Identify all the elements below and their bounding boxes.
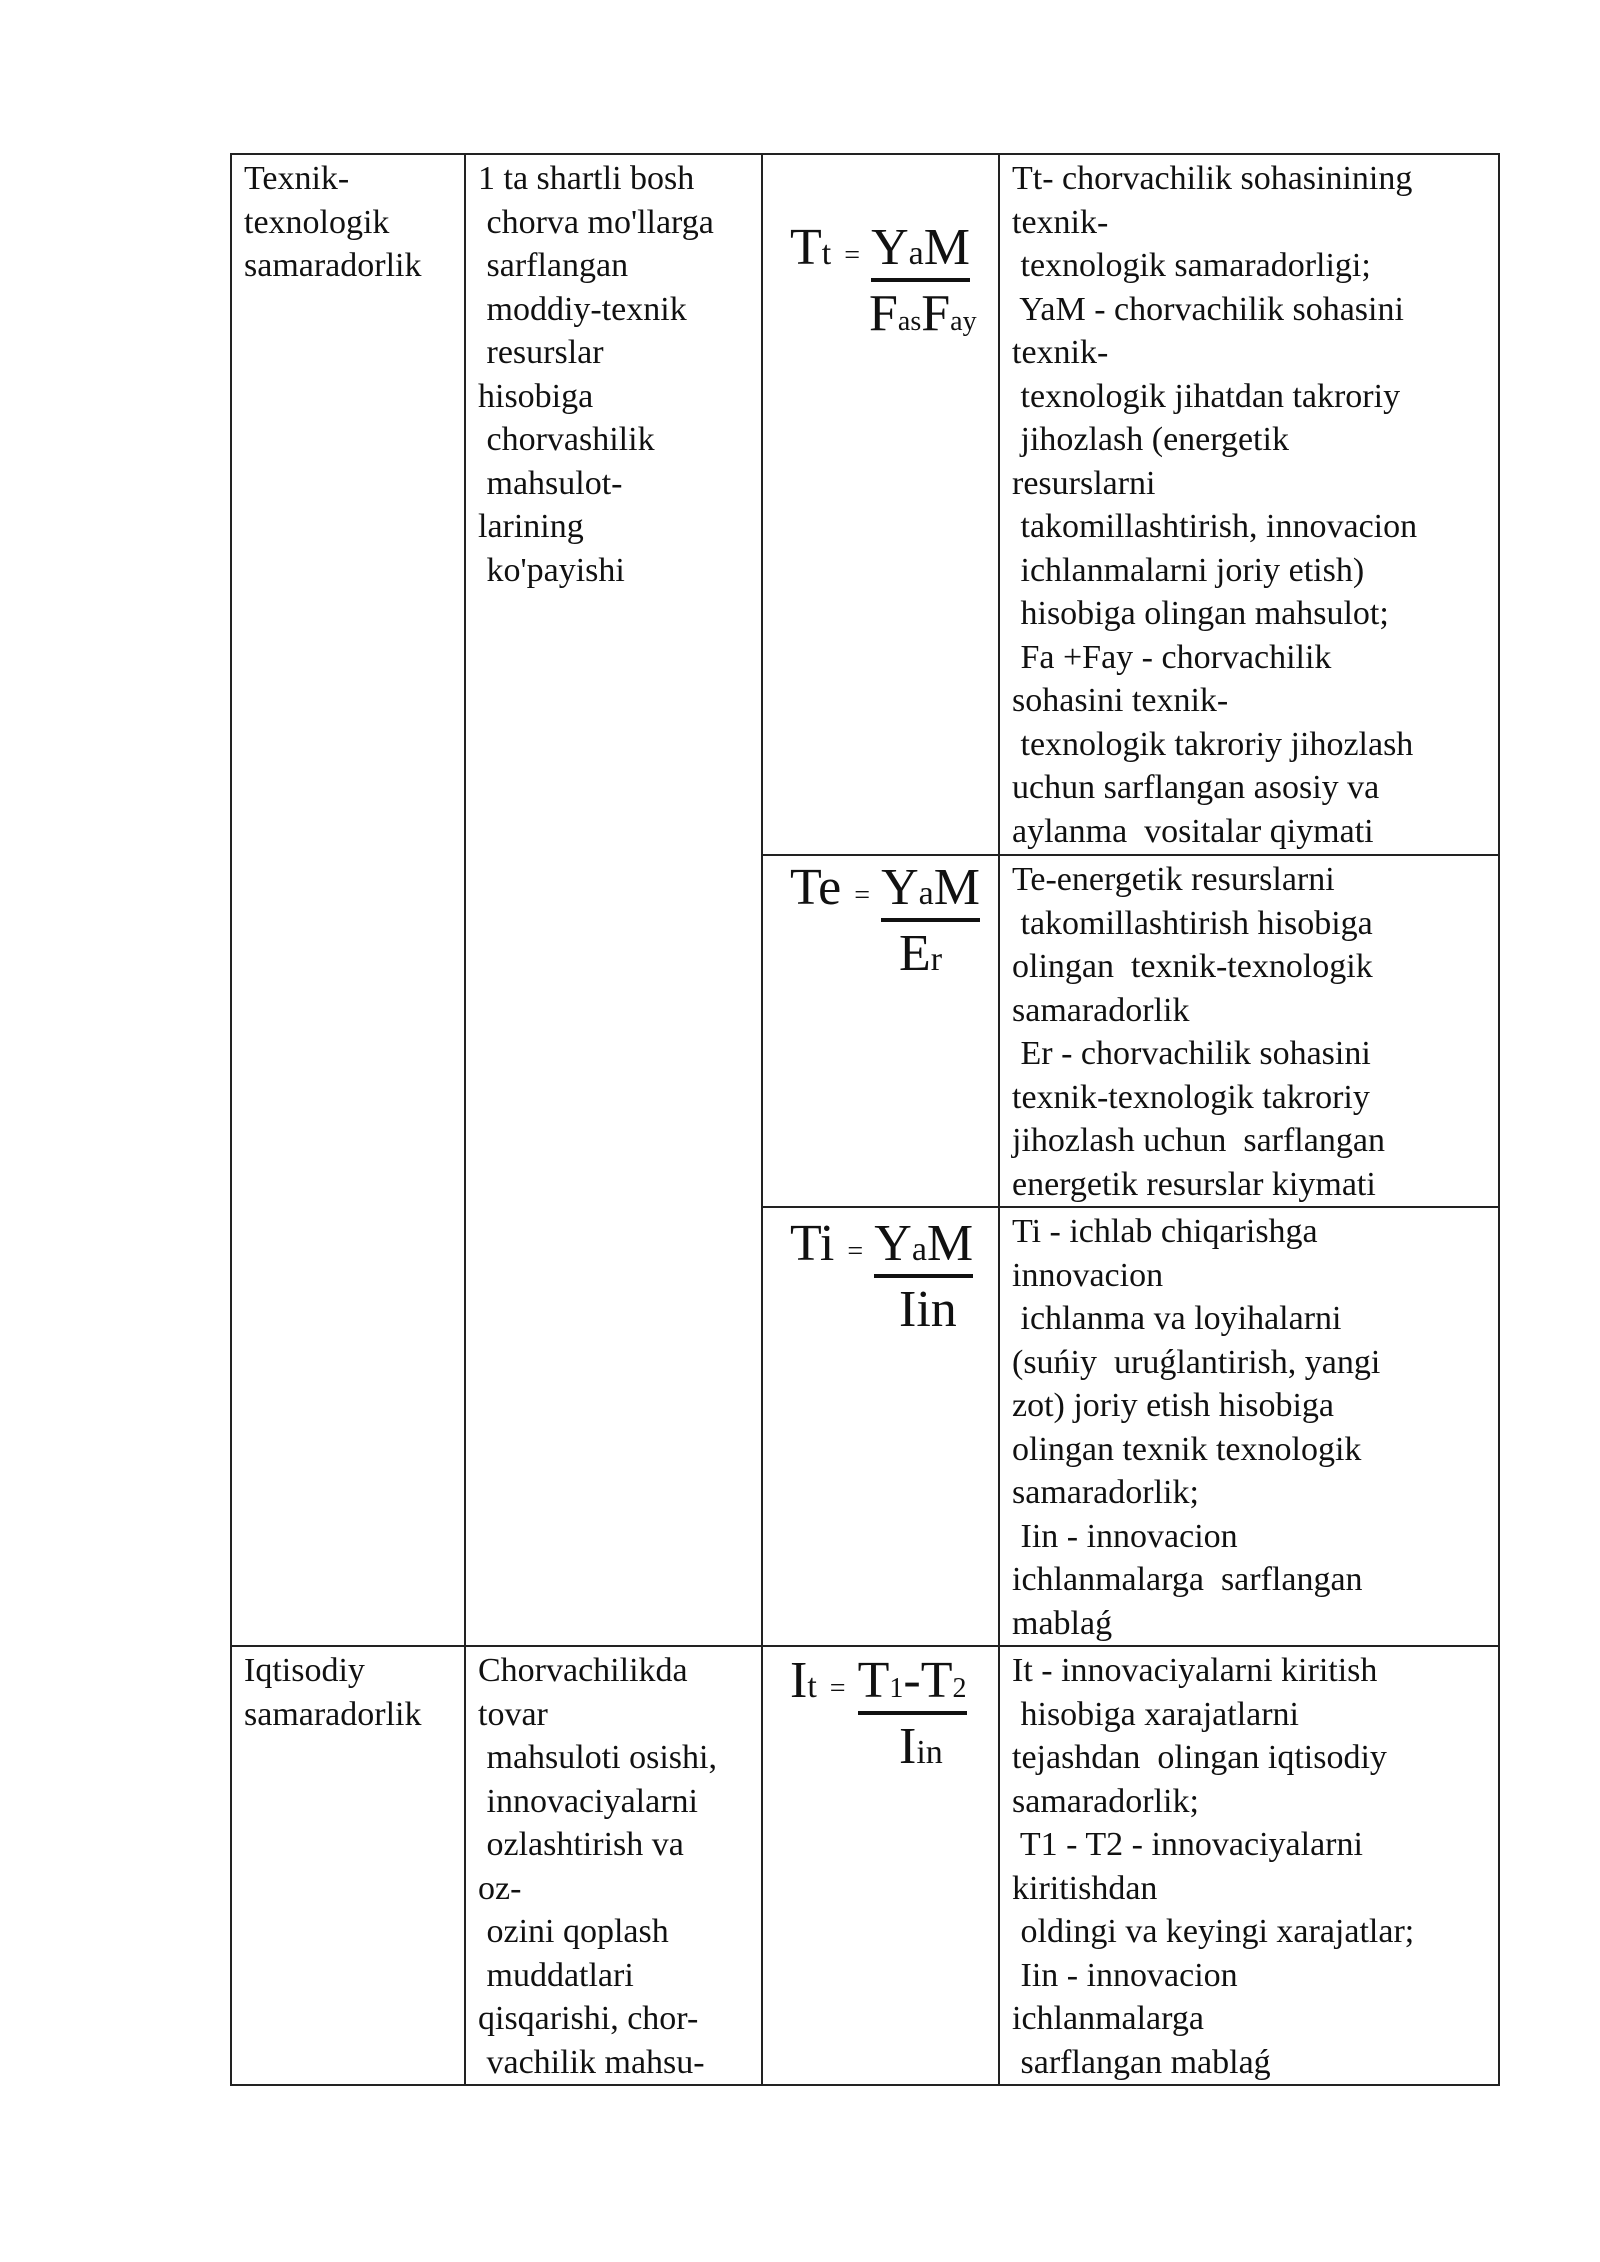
explanation-line: resurslarni (1012, 464, 1156, 502)
description-line: qisqarishi, chor- (478, 2000, 699, 2037)
description-line: innovaciyalarni (478, 1782, 698, 1820)
explanation-line: jihozlash (energetik (1012, 421, 1289, 458)
formula-equals: = (844, 240, 861, 271)
table-row (231, 154, 1499, 855)
description-line: chorva mo'llarga (478, 203, 714, 241)
formula-lhs: Te (790, 859, 842, 916)
category-cell-technical (231, 154, 465, 1646)
explanation-line: uchun sarflangan asosiy va (1012, 769, 1380, 806)
explanation-cell-ti (999, 1207, 1499, 1646)
explanation-line: Te-energetik resurslarni (1012, 861, 1335, 898)
explanation-line: kiritishdan (1012, 1869, 1158, 1907)
explanation-line: texnologik samaradorligi; (1012, 247, 1371, 284)
explanation-line: hisobiga olingan mahsulot; (1012, 595, 1389, 632)
category-line: Texnik- (244, 160, 350, 197)
explanation-line: Fa +Fay - chorvachilik (1012, 638, 1332, 676)
formula-lhs: I (790, 1652, 808, 1709)
description-cell-economic (465, 1646, 762, 2085)
explanation-line: zot) joriy etish hisobiga (1012, 1387, 1335, 1424)
description-line: tovar (478, 1695, 548, 1733)
description-line: larining (478, 508, 584, 545)
formula-denominator: Iin (899, 1281, 957, 1338)
explanation-line: takomillashtirish, innovacion (1012, 508, 1418, 545)
explanation-line: samaradorlik (1012, 991, 1190, 1029)
formula-numerator: YaM (874, 1215, 973, 1278)
explanation-line: sohasini texnik- (1012, 682, 1229, 719)
description-line: 1 ta shartli bosh (478, 160, 695, 197)
explanation-line: oldingi va keyingi xarajatlar; (1012, 1913, 1415, 1950)
description-line: mahsulot- (478, 464, 623, 502)
explanation-line: ichlanmalarga sarflangan (1012, 1561, 1363, 1598)
description-line: ozini qoplash (478, 1913, 669, 1950)
description-line: ko'payishi (478, 551, 625, 589)
formula-numerator: T1-T2 (858, 1652, 967, 1715)
explanation-line: samaradorlik; (1012, 1782, 1199, 1820)
explanation-line: Tt- chorvachilik sohasinining (1012, 160, 1413, 197)
formula-lhs: Ti (790, 1215, 835, 1272)
formula-cell-it (762, 1646, 999, 2085)
efficiency-table (230, 153, 1500, 2086)
description-line: muddatlari (478, 1956, 634, 1994)
explanation-cell-it (999, 1646, 1499, 2085)
explanation-line: Ti - ichlab chiqarishga (1012, 1213, 1318, 1250)
formula-cell-tt (762, 154, 999, 855)
formula-denominator: Er (899, 925, 943, 982)
description-line: moddiy-texnik (478, 290, 687, 328)
description-line: Chorvachilikda (478, 1652, 688, 1689)
category-line: samaradorlik (244, 1695, 422, 1733)
formula-denominator: FasFay (869, 285, 977, 342)
explanation-line: texnik-texnologik takroriy (1012, 1078, 1370, 1116)
explanation-line: Iin - innovacion (1012, 1517, 1238, 1555)
description-line: oz- (478, 1869, 522, 1907)
description-line: resurslar (478, 334, 604, 371)
explanation-line: texnik- (1012, 334, 1109, 371)
formula-denominator: Iin (899, 1718, 943, 1775)
explanation-cell-te (999, 855, 1499, 1207)
description-line: ozlashtirish va (478, 1826, 684, 1863)
formula-equals: = (847, 1236, 864, 1267)
formula-lhs-sub: t (807, 1668, 817, 1705)
description-line: mahsuloti osishi, (478, 1739, 717, 1776)
explanation-line: YaM - chorvachilik sohasini (1012, 290, 1404, 328)
category-cell-economic (231, 1646, 465, 2085)
explanation-line: ichlanma va loyihalarni (1012, 1300, 1342, 1337)
description-line: sarflangan (478, 247, 629, 284)
explanation-line: olingan texnik-texnologik (1012, 948, 1373, 985)
explanation-line: Er - chorvachilik sohasini (1012, 1035, 1371, 1072)
explanation-cell-tt (999, 154, 1499, 855)
formula-lhs-sub: t (821, 235, 832, 272)
description-cell-technical (465, 154, 762, 1646)
explanation-line: T1 - T2 - innovaciyalarni (1012, 1826, 1363, 1863)
formula-numerator: YaM (881, 859, 980, 922)
explanation-line: It - innovaciyalarni kiritish (1012, 1652, 1378, 1689)
explanation-line: ichlanmalarni joriy etish) (1012, 551, 1365, 589)
description-line: hisobiga (478, 377, 594, 415)
formula-lhs: T (790, 219, 822, 276)
explanation-line: mablaǵ (1012, 1604, 1113, 1642)
explanation-line: tejashdan olingan iqtisodiy (1012, 1739, 1387, 1776)
explanation-line: Iin - innovacion (1012, 1956, 1238, 1994)
formula-numerator: YaM (871, 219, 970, 282)
explanation-line: jihozlash uchun sarflangan (1012, 1122, 1385, 1159)
explanation-line: aylanma vositalar qiymati (1012, 812, 1374, 850)
explanation-line: olingan texnik texnologik (1012, 1430, 1362, 1468)
explanation-line: samaradorlik; (1012, 1474, 1199, 1511)
category-line: texnologik (244, 203, 390, 241)
formula-cell-ti (762, 1207, 999, 1646)
table-row (231, 1646, 1499, 2085)
formula-equals: = (829, 1673, 846, 1704)
explanation-line: sarflangan mablaǵ (1012, 2043, 1271, 2081)
explanation-line: texnologik takroriy jihozlash (1012, 725, 1414, 763)
explanation-line: (suńiy uruǵlantirish, yangi (1012, 1343, 1381, 1381)
category-line: Iqtisodiy (244, 1652, 365, 1689)
description-line: chorvashilik (478, 421, 655, 458)
formula-cell-te (762, 855, 999, 1207)
formula-equals: = (854, 880, 871, 911)
category-line: samaradorlik (244, 247, 422, 284)
explanation-line: hisobiga xarajatlarni (1012, 1695, 1300, 1733)
explanation-line: takomillashtirish hisobiga (1012, 904, 1373, 942)
explanation-line: texnik- (1012, 203, 1109, 241)
explanation-line: ichlanmalarga (1012, 2000, 1204, 2037)
explanation-line: energetik resurslar kiymati (1012, 1165, 1376, 1203)
description-line: vachilik mahsu- (478, 2043, 705, 2081)
explanation-line: texnologik jihatdan takroriy (1012, 377, 1401, 415)
explanation-line: innovacion (1012, 1256, 1164, 1294)
